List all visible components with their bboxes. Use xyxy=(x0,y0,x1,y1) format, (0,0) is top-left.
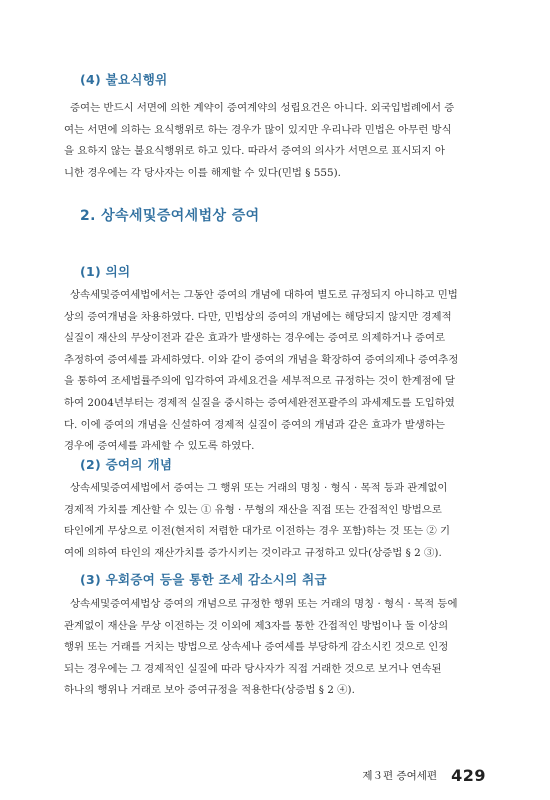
paragraph-line: 증여는 반드시 서면에 의한 계약이 증여계약의 성립요건은 아니다. 외국입법례에서 증 xyxy=(70,102,455,114)
paragraph-line: 하여 2004년부터는 경제적 실질을 중시하는 증여세완전포괄주의 과세제도를 도입하였 xyxy=(64,396,455,409)
paragraph-line: 경제적 가치를 계산할 수 있는 ① 유형 · 무형의 재산을 직접 또는 간접적인 방법으로 xyxy=(64,503,442,516)
paragraph-line: 을 통하여 조세법률주의에 입각하여 과세요건을 세부적으로 규정하는 것이 한계점에 달 xyxy=(64,375,456,388)
paragraph-line: 니한 경우에는 각 당사자는 이를 해제할 수 있다(민법 § 555). xyxy=(64,166,341,179)
paragraph-1 xyxy=(64,285,488,458)
paragraph-line: 여는 서면에 의하는 요식행위로 하는 경우가 많이 있지만 우리나라 민법은 아무런 방식 xyxy=(64,123,452,136)
paragraph-2 xyxy=(64,478,488,564)
paragraph-line: 다. 이에 증여의 개념을 신설하여 경제적 실질이 증여의 개념과 같은 효과가 발생하는 xyxy=(64,418,445,431)
paragraph-line: 상속세및증여세법상 증여의 개념으로 규정한 행위 또는 거래의 명칭 · 형식 · 목적 등에 xyxy=(70,598,458,610)
paragraph-line: 상속세및증여세법에서는 그동안 증여의 개념에 대하여 별도로 규정되지 아니하고 민법 xyxy=(70,289,458,301)
section-heading-2: (2) 증여의 개념 xyxy=(80,457,173,472)
page-number: 429 xyxy=(451,766,486,785)
paragraph-4 xyxy=(64,98,488,184)
main-heading: 2. 상속세및증여세법상 증여 xyxy=(80,208,260,224)
paragraph-line: 관계없이 재산을 무상 이전하는 것 이외에 제3자를 통한 간접적인 방법이나 둘 이상의 xyxy=(64,619,449,632)
paragraph-3 xyxy=(64,594,488,702)
page-footer xyxy=(0,765,486,785)
section-heading-3: (3) 우회증여 등을 통한 조세 감소시의 취급 xyxy=(80,572,327,587)
paragraph-line: 경우에 증여세를 과세할 수 있도록 하였다. xyxy=(64,440,255,453)
paragraph-line: 상의 증여개념을 차용하였다. 다만, 민법상의 증여의 개념에는 해당되지 않지만 경제적 xyxy=(64,310,452,323)
section-heading-4: (4) 불요식행위 xyxy=(80,72,168,87)
paragraph-line: 하나의 행위나 거래로 보아 증여규정을 적용한다(상증법 § 2 ④). xyxy=(64,684,355,697)
paragraph-line: 여에 의하여 타인의 재산가치를 증가시키는 것이라고 규정하고 있다(상증법 § 2 ③). xyxy=(64,546,442,559)
paragraph-line: 을 요하지 않는 불요식행위로 하고 있다. 따라서 증여의 의사가 서면으로 표시되지 아 xyxy=(64,145,445,158)
paragraph-line: 상속세및증여세법에서 증여는 그 행위 또는 거래의 명칭 · 형식 · 목적 등과 관계없이 xyxy=(70,482,448,494)
section-heading-1: (1) 의의 xyxy=(80,264,131,279)
paragraph-line: 타인에게 무상으로 이전(현저히 저렴한 대가로 이전하는 경우 포함)하는 것 또는 ② 기 xyxy=(64,525,451,538)
paragraph-line: 되는 경우에는 그 경제적인 실질에 따라 당사자가 직접 거래한 것으로 보거나 연속된 xyxy=(64,662,442,675)
paragraph-line: 추정하여 증여세를 과세하였다. 이와 같이 증여의 개념을 확장하여 증여의제나 증여추정 xyxy=(64,353,459,366)
paragraph-line: 실질이 재산의 무상이전과 같은 효과가 발생하는 경우에는 증여로 의제하거나 증여로 xyxy=(64,332,446,345)
chapter-label: 제３편 증여세편 xyxy=(362,770,438,782)
paragraph-line: 행위 또는 거래를 거치는 방법으로 상속세나 증여세를 부당하게 감소시킨 것으로 인정 xyxy=(64,641,449,654)
